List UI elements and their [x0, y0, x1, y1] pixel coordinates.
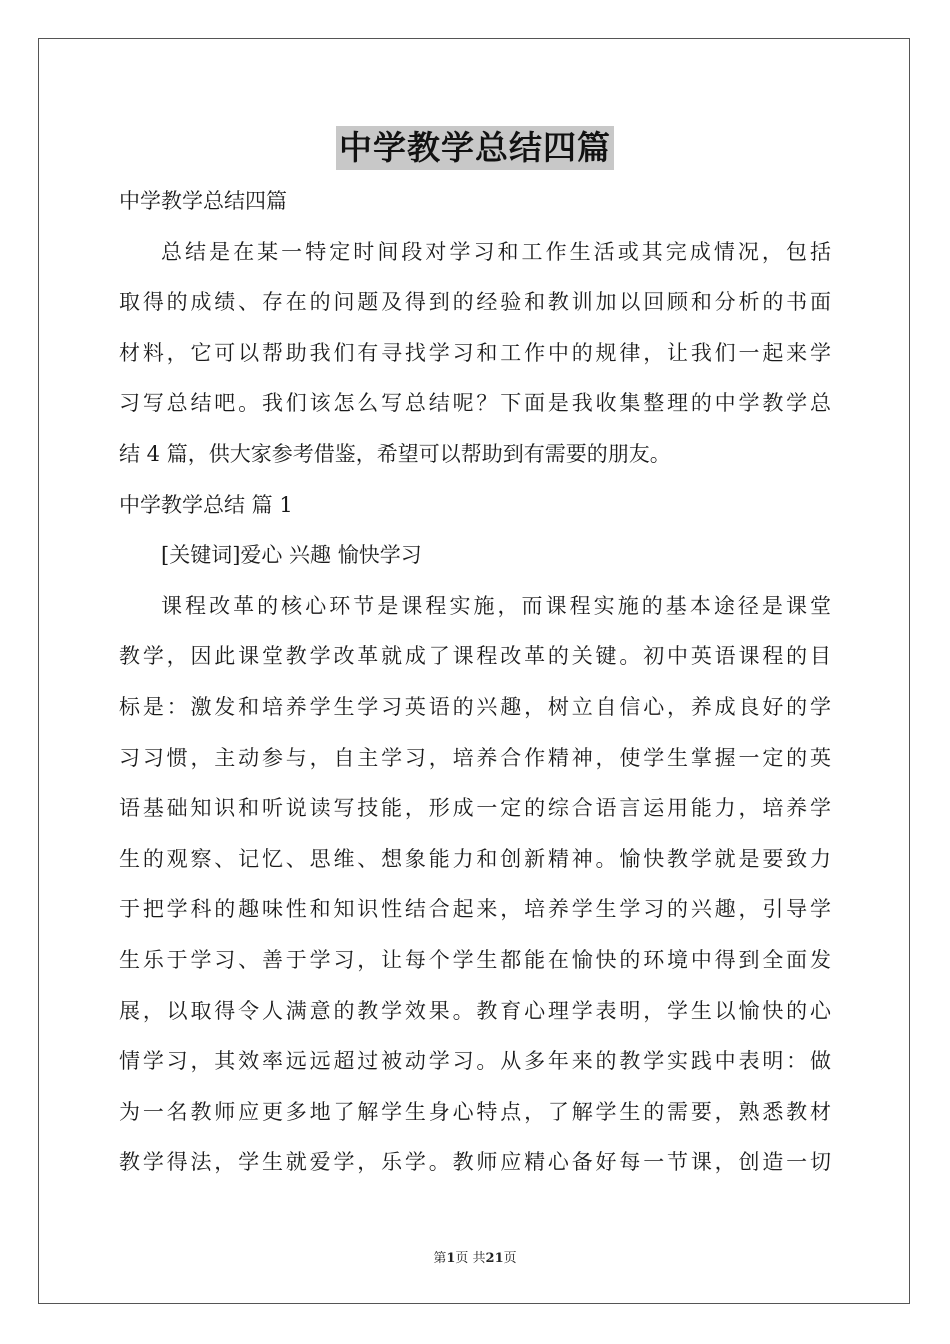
- document-title: 中学教学总结四篇: [336, 126, 614, 170]
- document-body: [119, 176, 831, 1188]
- text-line: 中学教学总结四篇: [119, 189, 287, 213]
- text-line: 总结是在某一特定时间段对学习和工作生活或其完成情况，包括: [161, 239, 831, 264]
- text-line: 教学得法，学生就爱学，乐学。教师应精心备好每一节课，创造一切: [119, 1150, 831, 1175]
- page-footer: [0, 1247, 950, 1266]
- text-line: 情学习，其效率远远超过被动学习。从多年来的教学实践中表明：做: [119, 1049, 831, 1074]
- current-page-number: 1: [446, 1251, 456, 1266]
- footer-mid: 页 共: [455, 1251, 486, 1266]
- text-line: 习习惯，主动参与，自主学习，培养合作精神，使学生掌握一定的英: [119, 745, 831, 770]
- footer-prefix: 第: [433, 1251, 447, 1266]
- text-line: 展，以取得令人满意的教学效果。教育心理学表明，学生以愉快的心: [119, 998, 831, 1023]
- total-page-number: 21: [485, 1251, 504, 1266]
- text-line: 中学教学总结 篇 1: [119, 492, 293, 517]
- text-line: 教学，因此课堂教学改革就成了课程改革的关键。初中英语课程的目: [119, 644, 831, 669]
- text-line: 取得的成绩、存在的问题及得到的经验和教训加以回顾和分析的书面: [119, 290, 831, 315]
- text-line: 结 4 篇，供大家参考借鉴，希望可以帮助到有需要的朋友。: [119, 441, 671, 466]
- text-line: 生的观察、记忆、思维、想象能力和创新精神。愉快教学就是要致力: [119, 846, 831, 871]
- text-line: 课程改革的核心环节是课程实施，而课程实施的基本途径是课堂: [161, 593, 831, 618]
- text-line: [关键词]爱心 兴趣 愉快学习: [161, 543, 422, 568]
- title-container: [0, 126, 950, 170]
- footer-suffix: 页: [503, 1251, 517, 1266]
- text-line: 于把学科的趣味性和知识性结合起来，培养学生学习的兴趣，引导学: [119, 897, 831, 922]
- text-line: 语基础知识和听说读写技能，形成一定的综合语言运用能力，培养学: [119, 796, 831, 821]
- text-line: 标是：激发和培养学生学习英语的兴趣，树立自信心，养成良好的学: [119, 694, 831, 719]
- text-line: 材料，它可以帮助我们有寻找学习和工作中的规律，让我们一起来学: [119, 340, 831, 365]
- text-line: 习写总结吧。我们该怎么写总结呢？下面是我收集整理的中学教学总: [119, 391, 831, 416]
- text-line: 为一名教师应更多地了解学生身心特点，了解学生的需要，熟悉教材: [119, 1099, 831, 1124]
- text-line: 生乐于学习、善于学习，让每个学生都能在愉快的环境中得到全面发: [119, 947, 831, 972]
